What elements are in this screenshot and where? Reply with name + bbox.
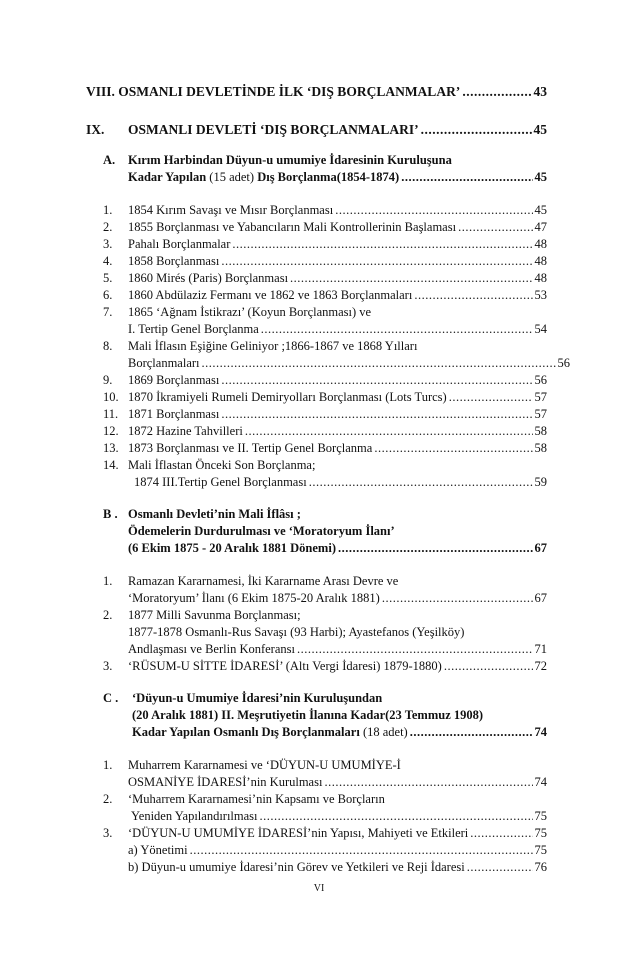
item-number: 12. [103,424,119,438]
part-a-title-line1: Kırım Harbindan Düyun-u umumiye İdaresinin Kuruluşuna [128,153,452,167]
toc-section-viii [86,84,547,99]
dot-leader [338,541,533,556]
toc-entry-line1: 1877 Milli Savunma Borçlanması; [128,608,301,622]
part-b-label: B . [103,507,118,521]
item-number: 11. [103,407,119,421]
part-c-title-line3: Kadar Yapılan Osmanlı Dış Borçlanmaları (18 adet) ..... 74 [132,725,547,740]
item-number: 10. [103,390,119,404]
item-number: 2. [103,608,113,622]
dot-leader [458,220,532,235]
item-number: 3. [103,826,113,840]
item-number: 5. [103,271,113,285]
toc-entry: 1873 Borçlanması ve II. Tertip Genel Borçlanma ..... 58 [128,441,547,456]
toc-entry: 1872 Hazine Tahvilleri ..... 58 [128,424,547,439]
dot-leader [401,170,532,185]
dot-leader [470,826,532,841]
dot-leader [374,441,532,456]
dot-leader [290,271,532,286]
part-a-title-line2: Kadar Yapılan (15 adet) Dış Borçlanma(1854-1874) ..... 45 [128,170,547,185]
toc-entry: 1874 III.Tertip Genel Borçlanması ..... 59 [134,475,547,490]
part-c-title-line2: (20 Aralık 1881) II. Meşrutiyetin İlanına Kadar(23 Temmuz 1908) [132,708,484,722]
part-c-title-line1: ‘Düyun-u Umumiye İdaresi’nin Kuruluşundan [132,691,383,705]
dot-leader [232,237,532,252]
toc-entry: ‘DÜYUN-U UMUMİYE İDARESİ’nin Yapısı, Mahiyeti ve Etkileri ..... 75 [128,826,547,841]
toc-entry-line2: 1877-1878 Osmanlı-Rus Savaşı (93 Harbi); Ayastefanos (Yeşilköy) [128,625,465,639]
dot-leader [297,642,533,657]
part-c-label: C . [103,691,119,705]
dot-leader [309,475,533,490]
item-number: 1. [103,574,113,588]
page-ref: 45 [534,170,547,184]
item-number: 3. [103,237,113,251]
toc-entry: 1858 Borçlanması ..... 48 [128,254,547,269]
item-number: 3. [103,659,113,673]
toc-entry-line1: Ramazan Kararnamesi, İki Kararname Arası Devre ve [128,574,399,588]
item-number: 4. [103,254,113,268]
item-number: 1. [103,758,113,772]
dot-leader [335,203,532,218]
section-label: VIII. [86,84,115,99]
toc-section-ix [86,122,547,137]
toc-entry: Yeniden Yapılandırılması ..... 75 [131,809,547,824]
part-b-title-line1: Osmanlı Devleti’nin Mali İflâsı ; [128,507,301,521]
dot-leader [260,809,533,824]
part-a-label: A. [103,153,116,167]
toc-entry-line1: Mali İflastan Önceki Son Borçlanma; [128,458,316,472]
dot-leader [449,390,533,405]
item-number: 1. [103,203,113,217]
toc-entry: 1860 Abdülaziz Fermanı ve 1862 ve 1863 Borçlanmaları ..... 53 [128,288,547,303]
dot-leader [467,860,533,875]
toc-entry-line1: 1865 ‘Ağnam İstikrazı’ (Koyun Borçlanması) ve [128,305,372,319]
dot-leader [414,288,532,303]
toc-entry: 1860 Mirés (Paris) Borçlanması ..... 48 [128,271,547,286]
item-number: 13. [103,441,119,455]
page-ref: 45 [533,122,547,137]
toc-entry: Andlaşması ve Berlin Konferansı ..... 71 [128,642,547,657]
item-number: 2. [103,220,113,234]
toc-entry-line1: Muharrem Kararnamesi ve ‘DÜYUN-U UMUMİYE-İ [128,758,401,772]
part-b-title-line3: (6 Ekim 1875 - 20 Aralık 1881 Dönemi) ..... 67 [128,541,547,556]
toc-subentry: b) Düyun-u umumiye İdaresi’nin Görev ve Yetkileri ve Reji İdaresi ..... 76 [128,860,547,875]
toc-entry: Borçlanmaları ..... 56 [128,356,570,371]
item-number: 14. [103,458,119,472]
dot-leader [190,843,533,858]
dot-leader [221,373,532,388]
dot-leader [421,122,532,137]
section-title: OSMANLI DEVLETİNDE İLK ‘DIŞ BORÇLANMALAR’ [118,84,461,99]
toc-entry: 1869 Borçlanması ..... 56 [128,373,547,388]
page-ref: 43 [533,84,547,99]
toc-entry: ‘RÜSUM-U SİTTE İDARESİ’ (Altı Vergi İdaresi) 1879-1880) ..... 72 [128,659,547,674]
toc-subentry: a) Yönetimi ..... 75 [128,843,547,858]
dot-leader [462,84,531,99]
toc-entry: 1870 İkramiyeli Rumeli Demiryolları Borçlanması (Lots Turcs) ..... 57 [128,390,547,405]
dot-leader [324,775,532,790]
toc-entry-line1: ‘Muharrem Kararnamesi’nin Kapsamı ve Borçların [128,792,385,806]
dot-leader [245,424,533,439]
toc-entry: 1871 Borçlanması ..... 57 [128,407,547,422]
part-b-title-line2: Ödemelerin Durdurulması ve ‘Moratoryum İlanı’ [128,524,395,538]
item-number: 6. [103,288,113,302]
dot-leader [202,356,556,371]
section-title: OSMANLI DEVLETİ ‘DIŞ BORÇLANMALARI’ [128,122,419,137]
toc-entry: ‘Moratoryum’ İlanı (6 Ekim 1875-20 Aralık 1881) ..... 67 [128,591,547,606]
page-number: VI [313,883,325,894]
dot-leader [261,322,533,337]
section-label: IX. [86,122,105,137]
toc-entry: I. Tertip Genel Borçlanma ..... 54 [128,322,547,337]
dot-leader [221,407,532,422]
dot-leader [410,725,533,740]
toc-entry-line1: Mali İflasın Eşiğine Geliniyor ;1866-1867 ve 1868 Yılları [128,339,418,353]
toc-entry: 1855 Borçlanması ve Yabancıların Mali Kontrollerinin Başlaması ..... 47 [128,220,547,235]
dot-leader [444,659,533,674]
toc-entry: OSMANİYE İDARESİ’nin Kurulması ..... 74 [128,775,547,790]
item-number: 2. [103,792,113,806]
dot-leader [221,254,532,269]
toc-entry: Pahalı Borçlanmalar ..... 48 [128,237,547,252]
dot-leader [382,591,533,606]
item-number: 7. [103,305,113,319]
item-number: 9. [103,373,113,387]
toc-entry: 1854 Kırım Savaşı ve Mısır Borçlanması ..... 45 [128,203,547,218]
item-number: 8. [103,339,113,353]
